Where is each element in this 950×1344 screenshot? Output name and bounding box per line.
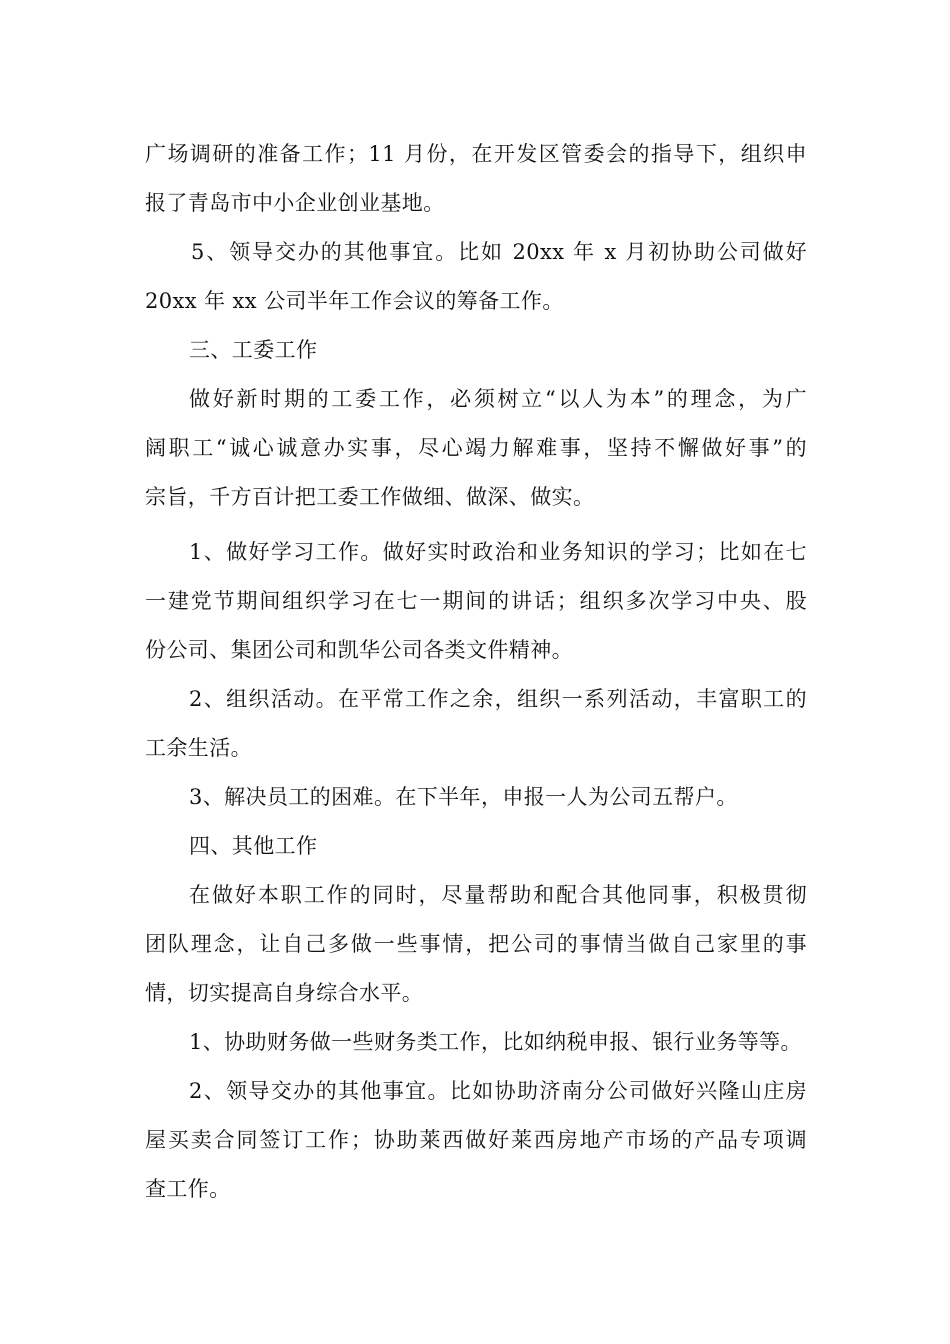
text-line-13: 工余生活。 [145,736,252,760]
text-line-18: 情，切实提高自身综合水平。 [145,981,424,1005]
text-line-6: 做好新时期的工委工作，必须树立“以人为本”的理念，为广 [189,387,807,411]
text-line-7: 阔职工“诚心诚意办实事，尽心竭力解难事，坚持不懈做好事”的 [145,436,807,460]
text-line-4: 20xx 年 xx 公司半年工作会议的筹备工作。 [145,289,564,313]
text-line-21: 屋买卖合同签订工作；协助莱西做好莱西房地产市场的产品专项调 [145,1128,807,1152]
section-heading-4: 四、其他工作 [189,834,318,858]
text-line-9: 1、做好学习工作。做好实时政治和业务知识的学习；比如在七 [189,540,807,564]
section-heading-3: 三、工委工作 [189,338,318,362]
text-line-17: 团队理念，让自己多做一些事情，把公司的事情当做自己家里的事 [145,932,807,956]
text-line-3: 5、领导交办的其他事宜。比如 20xx 年 x 月初协助公司做好 [191,240,807,264]
text-line-12: 2、组织活动。在平常工作之余，组织一系列活动，丰富职工的 [189,687,807,711]
text-line-22: 查工作。 [145,1177,231,1201]
text-line-10: 一建党节期间组织学习在七一期间的讲话；组织多次学习中央、股 [145,589,807,613]
text-line-11: 份公司、集团公司和凯华公司各类文件精神。 [145,638,573,662]
text-line-1: 广场调研的准备工作；11 月份，在开发区管委会的指导下，组织申 [145,142,807,166]
text-line-16: 在做好本职工作的同时，尽量帮助和配合其他同事，积极贯彻 [189,883,807,907]
text-line-14: 3、解决员工的困难。在下半年，申报一人为公司五帮户。 [189,785,738,809]
text-line-8: 宗旨，千方百计把工委工作做细、做深、做实。 [145,485,595,509]
text-line-20: 2、领导交办的其他事宜。比如协助济南分公司做好兴隆山庄房 [189,1079,807,1103]
text-line-2: 报了青岛市中小企业创业基地。 [145,191,445,215]
text-line-19: 1、协助财务做一些财务类工作，比如纳税申报、银行业务等等。 [189,1030,802,1054]
